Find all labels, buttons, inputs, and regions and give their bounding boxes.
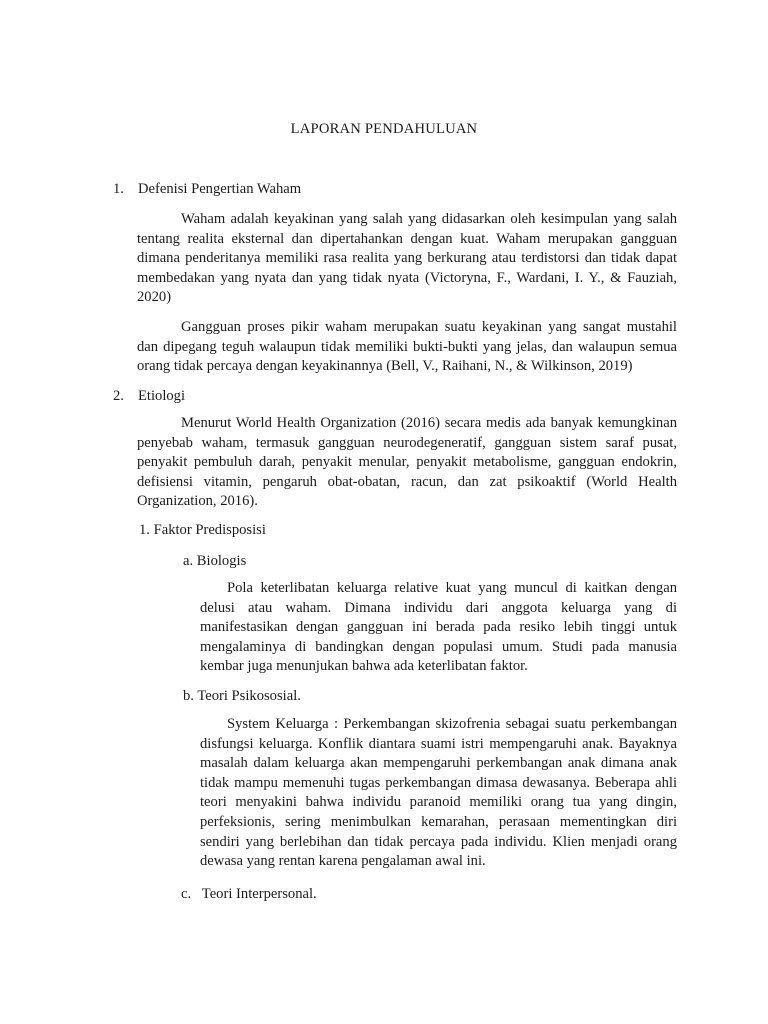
definition-paragraph-1: Waham adalah keyakinan yang salah yang didasarkan oleh kesimpulan yang salah tentang realita eksternal dan dipertahankan dengan kuat. Waham merupakan gangguan dimana penderitanya memiliki rasa realita yang berkurang atau terdistorsi dan tidak dapat membedakan yang nyata dan yang tidak nyata (Victoryna, F., Wardani, I. Y., & Fauziah, 2020) <box>137 211 677 306</box>
item-text-biologis: Pola keterlibatan keluarga relative kuat yang muncul di kaitkan dengan delusi atau waham. Dimana individu dari anggota keluarga yang di manifestasikan dengan gangguan ini berada pada resiko lebih tinggi untuk mengalaminya di bandingkan dengan populasi umum. Studi pada manusia kembar juga menunjukan bahwa ada keterlibatan faktor. <box>200 580 677 675</box>
subsection-heading-predisposition: 1. Faktor Predisposisi <box>139 522 266 538</box>
document-title: LAPORAN PENDAHULUAN <box>290 121 478 137</box>
etiology-paragraph: Menurut World Health Organization (2016) secara medis ada banyak kemungkinan penyebab waham, termasuk gangguan neurodegeneratif, gangguan sistem saraf pusat, penyakit pembuluh darah, penyakit menular, penyakit metabolisme, gangguan endokrin, defisiensi vitamin, pengaruh obat-obatan, racun, dan zat psikoaktif (World Health Organization, 2016). <box>137 415 677 510</box>
item-heading-interpersonal: c. Teori Interpersonal. <box>181 886 317 902</box>
section-heading-etiology <box>113 386 185 406</box>
item-heading-biologis: a. Biologis <box>183 553 247 569</box>
item-text-psikososial: System Keluarga : Perkembangan skizofrenia sebagai suatu perkembangan disfungsi keluarga. Konflik diantara suami istri mempengaruhi anak. Bayaknya masalah dalam keluarga akan mempengaruhi perkembangan anak dimana anak tidak mampu memenuhi tugas perkembangan dimasa dewasanya. Beberapa ahli teori menyakini bahwa individu paranoid memiliki orang tua yang dingin, perfeksionis, sering menimbulkan kemarahan, perasaan mementingkan diri sendiri yang berlebihan dan tidak percaya pada individu. Klien menjadi orang dewasa yang rentan karena pengalaman awal ini. <box>200 716 677 870</box>
section-number: 2. <box>113 388 124 404</box>
section-title: Etiologi <box>138 388 186 404</box>
definition-paragraph-2: Gangguan proses pikir waham merupakan suatu keyakinan yang sangat mustahil dan dipegang teguh walaupun tidak memiliki bukti-bukti yang jelas, dan walaupun semua orang tidak percaya dengan keyakinannya (Bell, V., Raihani, N., & Wilkinson, 2019) <box>137 319 677 375</box>
section-heading-definition <box>113 179 301 199</box>
item-heading-psikososial: b. Teori Psikososial. <box>183 688 301 704</box>
section-title: Defenisi Pengertian Waham <box>138 181 302 197</box>
section-number: 1. <box>113 181 124 197</box>
